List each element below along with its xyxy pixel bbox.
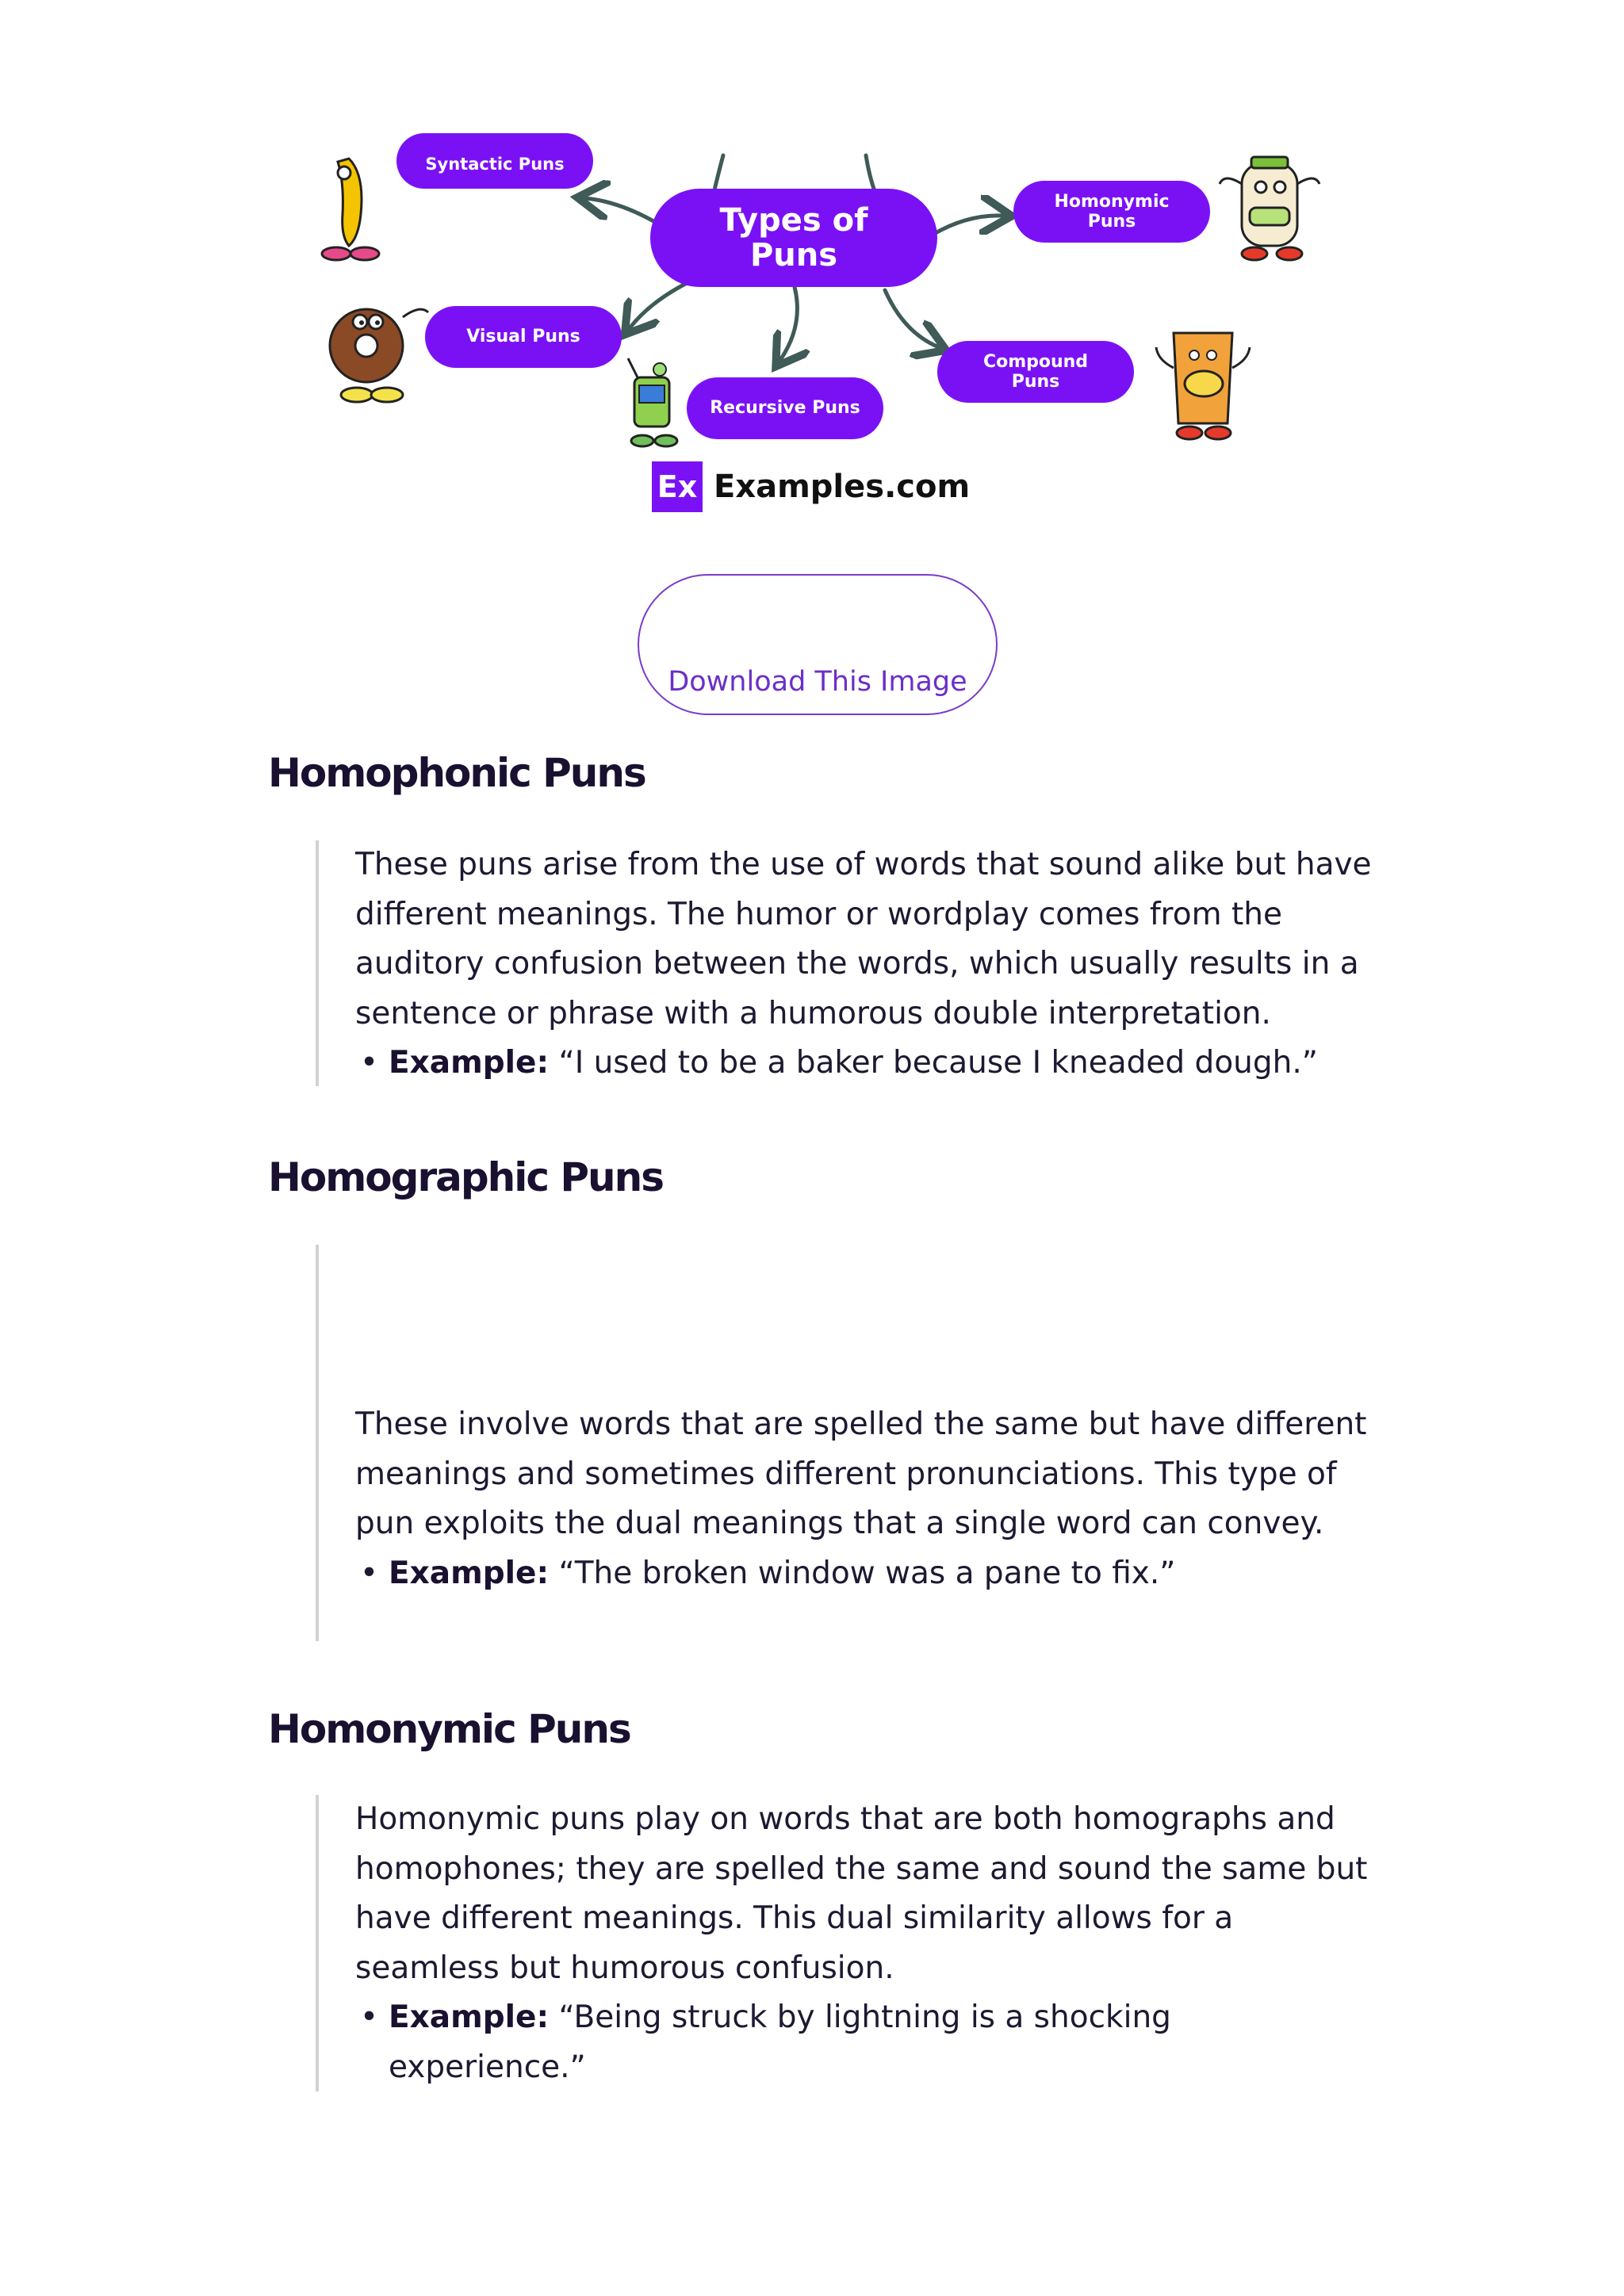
chip-bag-mascot [1156, 333, 1250, 439]
example-item [355, 1039, 1410, 1089]
example-item [355, 1993, 1182, 2092]
section-body-homographic: These involve words that are spelled the same but have different meanings and sometimes different pronunciations. This type of pun exploits the dual meanings that a single word can convey. [355, 1406, 1367, 1541]
example-label: Example: [389, 1999, 550, 2035]
section-title-homonymic: Homonymic Puns [268, 1706, 630, 1752]
node-visual-puns [425, 306, 622, 368]
examples-logo [652, 461, 970, 512]
example-text: “I used to be a baker because I kneaded dough.” [549, 1045, 1318, 1081]
node-compound-puns [937, 341, 1134, 403]
quote-block-homophonic [316, 840, 1410, 1086]
download-button-label: Download This Image [668, 666, 967, 698]
connector-top-left [714, 155, 723, 193]
section-body-homonymic: Homonymic puns play on words that are both homographs and homophones; they are spelled the same and sound the same but have different meanings. This dual similarity allows for a seamless but humorous confusion. [355, 1801, 1368, 1986]
download-image-button[interactable] [638, 574, 998, 715]
shaker-mascot [1220, 157, 1320, 260]
section-title-homographic: Homographic Puns [268, 1154, 664, 1200]
node-recursive-puns [687, 377, 883, 439]
example-list [355, 1993, 1410, 2092]
quote-block-homographic [316, 1245, 1410, 1641]
connector-top-right [866, 155, 875, 193]
arrow-to-homonymic [933, 216, 1004, 235]
section-body-homophonic: These puns arise from the use of words that sound alike but have different meanings. The humor or wordplay comes from the auditory confusion between the words, which usually results in a sentence or phrase with a humorous double interpretation. [355, 847, 1372, 1031]
node-syntactic-puns [396, 133, 593, 189]
banana-mascot [322, 159, 379, 260]
center-node-types-of-puns [650, 189, 937, 287]
arrow-to-visual [630, 281, 691, 328]
node-homonymic-label: Homonymic Puns [1054, 192, 1170, 232]
types-of-puns-infographic [0, 0, 1624, 539]
logo-badge: Ex [652, 461, 703, 512]
logo-text: Examples.com [714, 469, 971, 505]
center-node-label: Types of Puns [719, 202, 868, 274]
example-text: “The broken window was a pane to fix.” [549, 1555, 1176, 1591]
example-label: Example: [389, 1555, 550, 1591]
arrow-to-syntactic [585, 198, 655, 222]
example-text: “Being struck by lightning is a shocking experience.” [389, 1999, 1171, 2085]
node-homonymic-puns [1013, 181, 1210, 243]
example-list [355, 1549, 1410, 1599]
example-label: Example: [389, 1045, 550, 1081]
example-list [355, 1039, 1410, 1089]
node-syntactic-label: Syntactic Puns [425, 154, 565, 174]
donut-mascot [330, 309, 428, 402]
arrow-to-compound [885, 290, 939, 347]
juice-mascot [628, 358, 677, 446]
node-compound-label: Compound Puns [982, 352, 1089, 392]
section-title-homophonic: Homophonic Puns [268, 750, 645, 796]
node-visual-label: Visual Puns [466, 327, 580, 347]
arrow-to-recursive [780, 287, 797, 360]
quote-block-homonymic [316, 1795, 1410, 2091]
node-recursive-label: Recursive Puns [710, 398, 860, 419]
example-item [355, 1549, 1410, 1599]
